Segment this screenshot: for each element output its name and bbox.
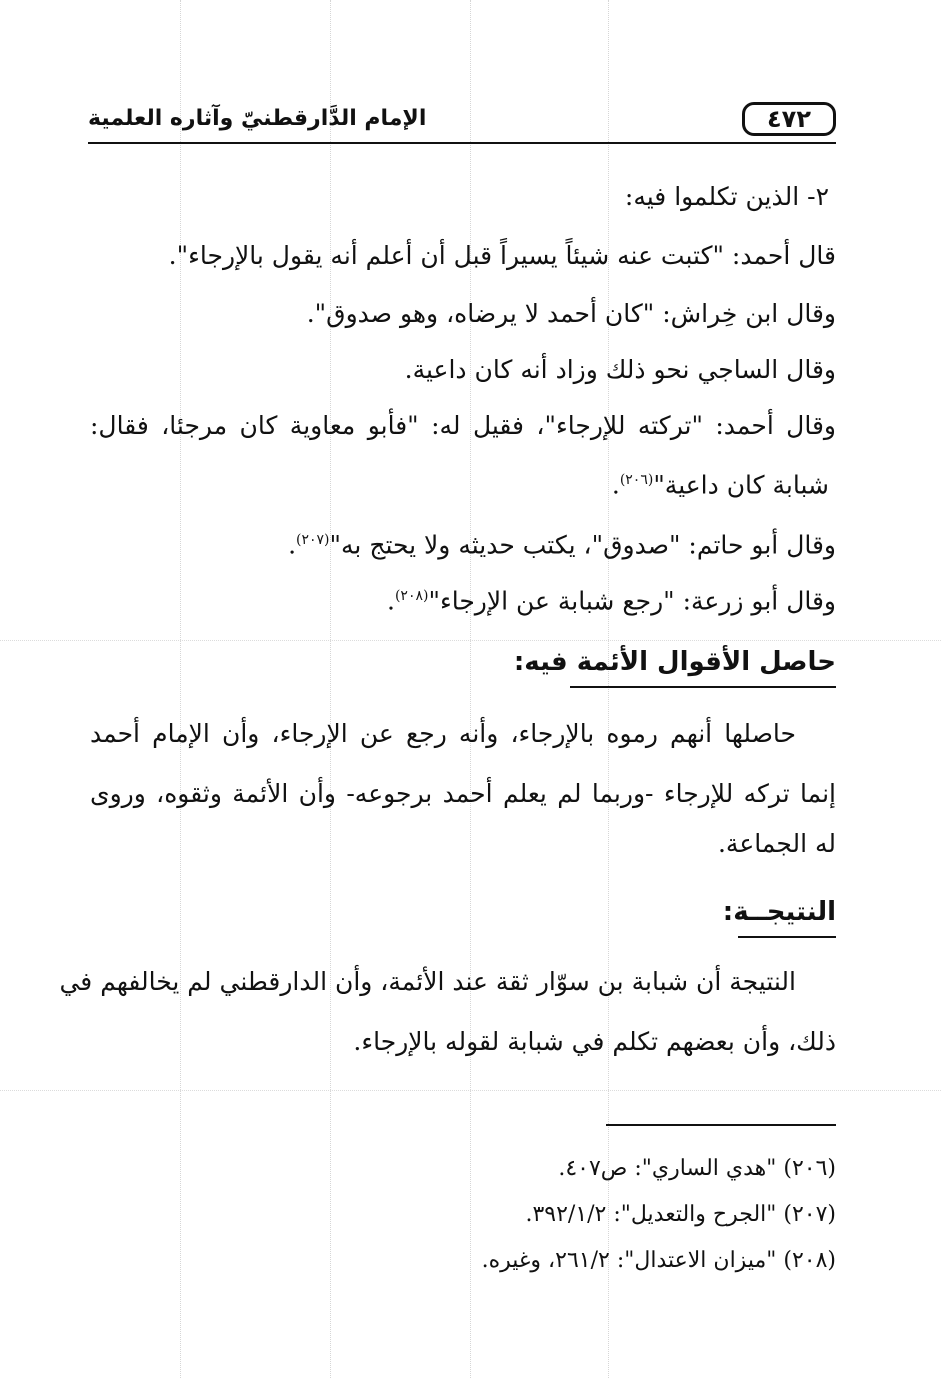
- body-line: [612, 460, 829, 505]
- heading-underline: [570, 686, 836, 688]
- body-text: وقال أبو زرعة: "رجع شبابة عن الإرجاء": [428, 586, 836, 616]
- punctuation: .: [288, 530, 297, 560]
- scan-guide-line: [0, 640, 941, 641]
- scan-guide-line: [330, 0, 331, 1378]
- footnote-ref: (٢٠٦): [619, 472, 654, 488]
- heading-underline: [738, 936, 836, 938]
- page-number: ٤٧٢: [742, 102, 836, 136]
- body-line: له الجماعة.: [717, 829, 836, 858]
- punctuation: .: [387, 586, 395, 616]
- body-line: ذلك، وأن بعضهم تكلم في شبابة لقوله بالإرجاء.: [353, 1027, 836, 1056]
- body-line: وقال ابن خِراش: "كان أحمد لا يرضاه، وهو صدوق".: [306, 299, 836, 328]
- body-line: قال أحمد: "كتبت عنه شيئاً يسيراً قبل أن أعلم أنه يقول بالإرجاء".: [168, 241, 836, 270]
- section-heading-summary: حاصل الأقوال الأئمة فيه:: [513, 647, 836, 677]
- footnote-ref: (٢٠٨): [394, 588, 429, 604]
- body-line: إنما تركه للإرجاء -وربما لم يعلم أحمد برجوعه- وأن الأئمة وثقوه، وروى: [90, 779, 836, 808]
- body-line: وقال الساجي نحو ذلك وزاد أنه كان داعية.: [404, 355, 836, 384]
- footnote: (٢٠٧) "الجرح والتعديل": ٣٩٢/١/٢.: [525, 1202, 836, 1227]
- section-title-critics: ٢- الذين تكلموا فيه:: [624, 182, 829, 211]
- page-header: [88, 100, 836, 148]
- footnote: (٢٠٦) "هدي الساري": ص٤٠٧.: [558, 1156, 836, 1181]
- scan-guide-line: [470, 0, 471, 1378]
- body-text: وقال أبو حاتم: "صدوق"، يكتب حديثه ولا يحتج به": [329, 530, 836, 560]
- body-line: حاصلها أنهم رموه بالإرجاء، وأنه رجع عن الإرجاء، وأن الإمام أحمد: [90, 719, 796, 748]
- body-line: [387, 576, 836, 621]
- scan-guide-line: [0, 1090, 941, 1091]
- footnote: (٢٠٨) "ميزان الاعتدال": ٢٦١/٢، وغيره.: [481, 1248, 836, 1273]
- body-line: النتيجة أن شبابة بن سوّار ثقة عند الأئمة، وأن الدارقطني لم يخالفهم في: [59, 967, 796, 996]
- scan-guide-line: [180, 0, 181, 1378]
- body-line: [288, 520, 836, 565]
- footnote-separator: [606, 1124, 836, 1126]
- section-heading-result: النتيجــة:: [722, 897, 836, 927]
- footnote-ref: (٢٠٧): [296, 532, 330, 548]
- header-rule: [88, 142, 836, 144]
- body-line: وقال أحمد: "تركته للإرجاء"، فقيل له: "فأبو معاوية كان مرجئا، فقال:: [90, 411, 836, 440]
- body-text: شبابة كان داعية": [653, 470, 829, 500]
- running-title: الإمام الدَّارقطنيّ وآثاره العلمية: [88, 106, 427, 131]
- punctuation: .: [611, 470, 620, 500]
